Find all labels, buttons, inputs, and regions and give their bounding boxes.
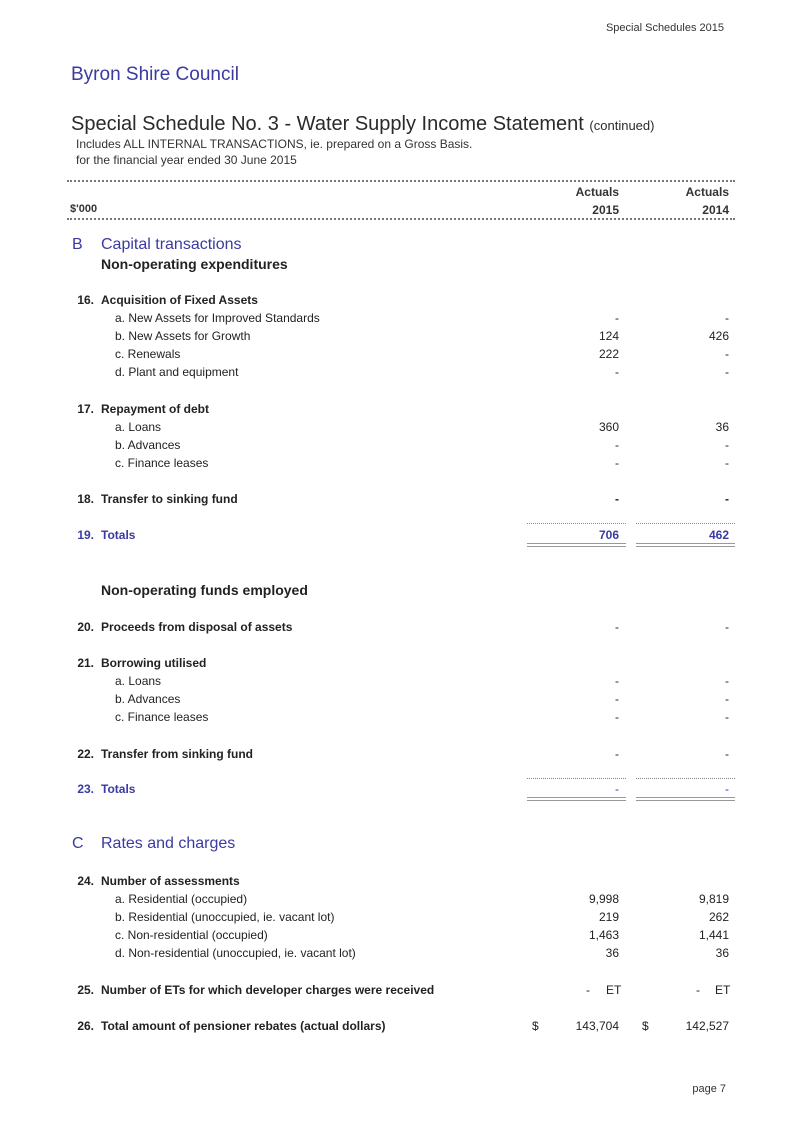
item-number: 17. (77, 402, 94, 416)
row-label: b. Advances (115, 692, 181, 706)
value-2014: - (725, 620, 729, 634)
total-rule-bottom (636, 543, 735, 547)
item-label: Total amount of pensioner rebates (actual dollars) (101, 1019, 386, 1033)
item-number: 23. (77, 782, 94, 796)
row-label: d. Non-residential (unoccupied, ie. vacant lot) (115, 946, 356, 960)
row-label: c. Renewals (115, 347, 181, 361)
col2-header-year: 2014 (702, 203, 729, 217)
value-2015: - (615, 492, 619, 506)
section-c-letter: C (72, 835, 84, 852)
value-2014: - (725, 747, 729, 761)
value-2015: - (615, 438, 619, 452)
item-label: Transfer to sinking fund (101, 492, 238, 506)
value-2015: - (615, 692, 619, 706)
item-number: 16. (77, 293, 94, 307)
value-2015: - (615, 710, 619, 724)
value-2015: 143,704 (575, 1019, 619, 1033)
row-label: b. New Assets for Growth (115, 329, 251, 343)
value-2014: - (725, 674, 729, 688)
value-2015: - (615, 365, 619, 379)
section-b-letter: B (72, 236, 83, 253)
row-label: b. Residential (unoccupied, ie. vacant lot) (115, 910, 335, 924)
currency-2015: $ (532, 1019, 539, 1033)
schedule-title-suffix: (continued) (589, 118, 655, 133)
value-2015: 124 (598, 329, 619, 343)
value-2015: - (586, 983, 590, 997)
schedule-subtitle-1: Includes ALL INTERNAL TRANSACTIONS, ie. prepared on a Gross Basis. (76, 137, 473, 151)
total-rule-bottom (636, 797, 735, 801)
row-label: c. Finance leases (115, 456, 209, 470)
schedule-subtitle-2: for the financial year ended 30 June 2015 (76, 153, 297, 167)
section-b-title: Capital transactions (101, 236, 242, 253)
currency-2014: $ (642, 1019, 649, 1033)
row-label: c. Finance leases (115, 710, 209, 724)
col2-header-top: Actuals (685, 185, 729, 199)
row-label: a. Loans (115, 674, 162, 688)
col1-header-top: Actuals (575, 185, 619, 199)
total-2015: 706 (598, 528, 619, 542)
value-2014: - (725, 438, 729, 452)
row-label: d. Plant and equipment (115, 365, 239, 379)
value-2015: - (615, 674, 619, 688)
value-2014: - (696, 983, 700, 997)
value-2014: 262 (708, 910, 729, 924)
schedule-title-text: Special Schedule No. 3 - Water Supply Income Statement (71, 113, 584, 135)
row-label: a. Loans (115, 420, 162, 434)
value-2015: 219 (598, 910, 619, 924)
value-2014: - (725, 692, 729, 706)
value-2015: - (615, 311, 619, 325)
value-2014: - (725, 311, 729, 325)
schedule-title (71, 113, 654, 136)
totals-label: Totals (101, 528, 136, 542)
item-number: 24. (77, 874, 94, 888)
value-2015: - (615, 747, 619, 761)
header-rule-top (67, 180, 735, 182)
total-2014: 462 (708, 528, 729, 542)
col1-header-year: 2015 (592, 203, 619, 217)
value-2014: - (725, 347, 729, 361)
item-label: Borrowing utilised (101, 656, 207, 670)
section-b-subhead-2: Non-operating funds employed (101, 582, 308, 598)
item-label: Acquisition of Fixed Assets (101, 293, 258, 307)
value-2014: - (725, 365, 729, 379)
item-number: 25. (77, 983, 94, 997)
row-label: a. Residential (occupied) (115, 892, 248, 906)
row-label: a. New Assets for Improved Standards (115, 311, 320, 325)
item-label: Number of ETs for which developer charges were received (101, 983, 435, 997)
value-2015: - (615, 456, 619, 470)
council-name: Byron Shire Council (71, 64, 239, 85)
item-number: 19. (77, 528, 94, 542)
item-label: Proceeds from disposal of assets (101, 620, 293, 634)
row-label: c. Non-residential (occupied) (115, 928, 268, 942)
value-2014: 36 (715, 946, 729, 960)
value-2015: 36 (605, 946, 619, 960)
unit-2014: ET (715, 983, 731, 997)
total-2015: - (615, 782, 619, 796)
value-2014: 1,441 (698, 928, 729, 942)
total-rule-top (527, 523, 626, 524)
value-2014: - (725, 492, 729, 506)
item-number: 26. (77, 1019, 94, 1033)
value-2014: 36 (715, 420, 729, 434)
value-2014: 142,527 (685, 1019, 729, 1033)
header-rule-bottom (67, 218, 735, 220)
value-2014: 426 (708, 329, 729, 343)
totals-label: Totals (101, 782, 136, 796)
item-number: 18. (77, 492, 94, 506)
total-rule-bottom (527, 543, 626, 547)
item-number: 22. (77, 747, 94, 761)
item-label: Transfer from sinking fund (101, 747, 254, 761)
running-header: Special Schedules 2015 (605, 22, 724, 34)
unit-2015: ET (606, 983, 622, 997)
total-rule-bottom (527, 797, 626, 801)
value-2015: 1,463 (588, 928, 619, 942)
value-2015: 360 (598, 420, 619, 434)
value-2014: 9,819 (698, 892, 729, 906)
total-rule-top (527, 778, 626, 779)
total-rule-top (636, 523, 735, 524)
row-label: b. Advances (115, 438, 181, 452)
item-label: Number of assessments (101, 874, 240, 888)
total-rule-top (636, 778, 735, 779)
item-number: 20. (77, 620, 94, 634)
value-2015: - (615, 620, 619, 634)
total-2014: - (725, 782, 729, 796)
section-b-subhead: Non-operating expenditures (101, 256, 288, 272)
value-2014: - (725, 710, 729, 724)
item-label: Repayment of debt (101, 402, 210, 416)
unit-label: $'000 (70, 203, 98, 215)
value-2015: 222 (598, 347, 619, 361)
page-number: page 7 (692, 1083, 726, 1095)
value-2015: 9,998 (588, 892, 619, 906)
section-c-title: Rates and charges (101, 835, 236, 852)
value-2014: - (725, 456, 729, 470)
item-number: 21. (77, 656, 94, 670)
